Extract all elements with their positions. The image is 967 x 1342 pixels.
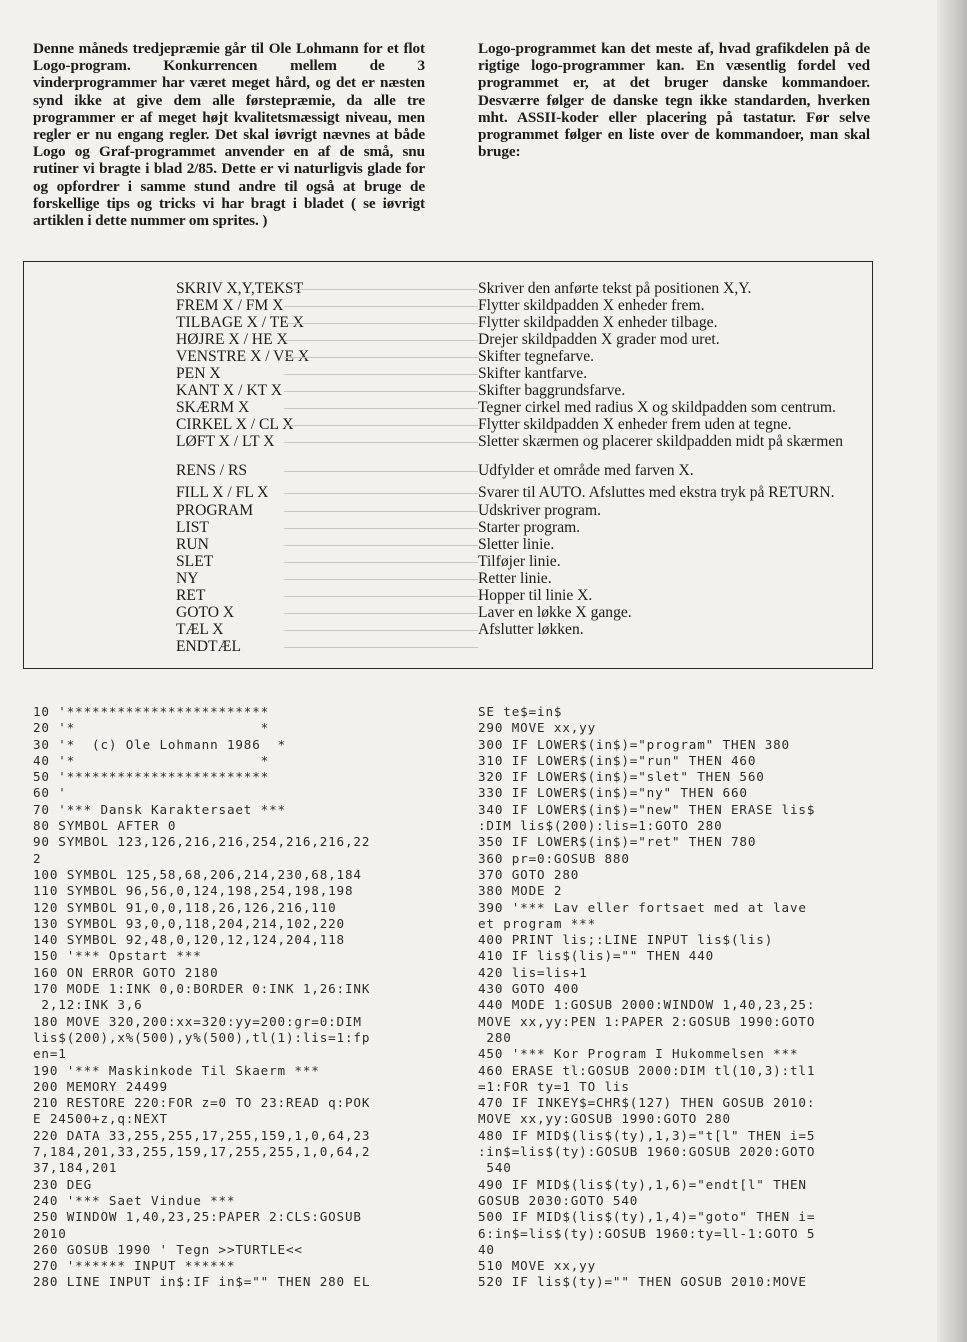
code-listing-left [33,704,370,1291]
command-name: RET [176,587,206,604]
code-line: 380 MODE 2 [478,883,563,899]
leader-line [284,306,478,307]
command-name: VENSTRE X / VE X [176,348,310,365]
code-line: 40 '* * [33,752,270,768]
command-name: FREM X / FM X [176,297,284,314]
code-line: 520 IF lis$(ty)="" THEN GOSUB 2010:MOVE [478,1274,807,1290]
command-description: Svarer til AUTO. Afsluttes med ekstra tryk på RETURN. [478,484,835,501]
command-name: SKÆRM X [176,399,250,416]
page-edge-shadow [937,0,967,1342]
leader-line [284,596,478,597]
code-line: 160 ON ERROR GOTO 2180 [33,964,219,980]
code-line: 400 PRINT lis;:LINE INPUT lis$(lis) [478,932,774,948]
code-line: 10 '************************ [33,704,270,719]
command-description: Hopper til linie X. [478,587,593,604]
command-row [24,433,872,450]
command-row [24,297,872,314]
code-line: 190 '*** Maskinkode Til Skaerm *** [33,1062,320,1078]
leader-line [284,562,478,563]
command-name: TÆL X [176,621,224,638]
leader-line [284,289,478,290]
command-name: TILBAGE X / TE X [176,314,304,331]
code-line: :DIM lis$(200):lis=1:GOTO 280 [478,818,723,834]
code-line: 70 '*** Dansk Karaktersaet *** [33,801,286,817]
code-line: 460 ERASE tl:GOSUB 2000:DIM tl(10,3):tl1 [478,1062,816,1078]
code-line: 180 MOVE 320,200:xx=320:yy=200:gr=0:DIM [33,1013,362,1029]
command-name: HØJRE X / HE X [176,331,288,348]
code-line: et program *** [478,915,597,931]
code-line: 480 IF MID$(lis$(ty),1,3)="t[l" THEN i=5 [478,1127,816,1143]
code-line: 410 IF lis$(lis)="" THEN 440 [478,948,715,964]
command-row [24,587,872,604]
code-line: 2,12:INK 3,6 [33,997,143,1013]
command-name: KANT X / KT X [176,382,282,399]
code-line: 170 MODE 1:INK 0,0:BORDER 0:INK 1,26:INK [33,981,371,997]
code-line: 120 SYMBOL 91,0,0,118,26,126,216,110 [33,899,337,915]
command-name: SKRIV X,Y,TEKST [176,280,304,297]
code-line: 470 IF INKEY$=CHR$(127) THEN GOSUB 2010: [478,1095,816,1111]
command-row [24,462,872,479]
leader-line [284,471,478,472]
leader-line [284,425,478,426]
leader-line [284,579,478,580]
code-line: en=1 [33,1046,67,1062]
command-row [24,416,872,433]
command-description: Starter program. [478,519,581,536]
code-line: 360 pr=0:GOSUB 880 [478,850,630,866]
command-row [24,638,872,655]
command-row [24,519,872,536]
command-description: Tegner cirkel med radius X og skildpadden som centrum. [478,399,836,416]
command-row [24,570,872,587]
command-row [24,382,872,399]
command-name: RUN [176,536,209,553]
code-line: 110 SYMBOL 96,56,0,124,198,254,198,198 [33,883,354,899]
command-description: Tilføjer linie. [478,553,561,570]
leader-line [284,630,478,631]
code-line: 60 ' [33,785,67,801]
command-name: LØFT X / LT X [176,433,275,450]
command-name: FILL X / FL X [176,484,269,501]
command-name: GOTO X [176,604,235,621]
command-description: Sletter skærmen og placerer skildpadden midt på skærmen [478,433,844,450]
leader-line [284,647,478,648]
leader-line [284,408,478,409]
command-description: Flytter skildpadden X enheder frem. [478,297,705,314]
code-line: 260 GOSUB 1990 ' Tegn >>TURTLE<< [33,1241,303,1257]
leader-line [284,511,478,512]
command-description: Laver en løkke X gange. [478,604,632,621]
code-line: 430 GOTO 400 [478,981,580,997]
leader-line [284,340,478,341]
code-line: 290 MOVE xx,yy [478,720,597,736]
code-line: 320 IF LOWER$(in$)="slet" THEN 560 [478,769,765,785]
command-row [24,280,872,297]
code-line: E 24500+z,q:NEXT [33,1111,168,1127]
command-name: ENDTÆL [176,638,241,655]
code-line: 37,184,201 [33,1160,118,1176]
command-row [24,553,872,570]
command-description: Drejer skildpadden X grader mod uret. [478,331,720,348]
command-description: Sletter linie. [478,536,555,553]
code-line: GOSUB 2030:GOTO 540 [478,1192,639,1208]
command-description: Skifter tegnefarve. [478,348,595,365]
code-line: 350 IF LOWER$(in$)="ret" THEN 780 [478,834,757,850]
code-line: 7,184,201,33,255,159,17,255,255,1,0,64,2 [33,1144,371,1160]
intro-paragraph-left: Denne måneds tredjepræmie går til Ole Lohmann for et flot Logo-program. Konkurrencen mellem de 3 vinderprogrammer har været meget hård, og det er næsten synd ikke at give dem alle førstepræmie, da alle tre programmer er af meget højt kvalitetsmæssigt niveau, men regler er nu engang regler. Det skal iøvrigt nævnes at både Logo og Graf-programmet anvender en af de små, snu rutiner vi bragte i blad 2/85. Dette er vi naturligvis glade for og opfordrer i samme stund andre til også at bruge de forskellige tips og tricks vi har bragt i bladet ( se iøvrigt artiklen i dette nummer om sprites. ) [33,40,425,230]
command-description: Flytter skildpadden X enheder tilbage. [478,314,718,331]
code-line: 330 IF LOWER$(in$)="ny" THEN 660 [478,785,748,801]
command-name: RENS / RS [176,462,248,479]
code-line: SE te$=in$ [478,704,563,719]
code-line: MOVE xx,yy:PEN 1:PAPER 2:GOSUB 1990:GOTO [478,1013,816,1029]
code-line: 40 [478,1241,495,1257]
leader-line [284,442,478,443]
command-description: Flytter skildpadden X enheder frem uden at tegne. [478,416,792,433]
code-line: 440 MODE 1:GOSUB 2000:WINDOW 1,40,23,25: [478,997,816,1013]
command-name: PROGRAM [176,502,254,519]
code-line: 390 '*** Lav eller fortsaet med at lave [478,899,807,915]
code-line: 280 LINE INPUT in$:IF in$="" THEN 280 EL [33,1274,371,1290]
command-name: LIST [176,519,209,536]
code-line: 370 GOTO 280 [478,866,580,882]
command-description: Skifter kantfarve. [478,365,588,382]
code-line: lis$(200),x%(500),y%(500),tl(1):lis=1:fp [33,1029,371,1045]
command-name: CIRKEL X / CL X [176,416,294,433]
leader-line [284,493,478,494]
code-line: 20 '* * [33,720,270,736]
code-line: 30 '* (c) Ole Lohmann 1986 * [33,736,286,752]
command-name: NY [176,570,199,587]
leader-line [284,374,478,375]
leader-line [284,357,478,358]
code-line: 490 IF MID$(lis$(ty),1,6)="endt[l" THEN [478,1176,807,1192]
code-line: 150 '*** Opstart *** [33,948,202,964]
command-row [24,621,872,638]
code-line: 220 DATA 33,255,255,17,255,159,1,0,64,23 [33,1127,371,1143]
leader-line [284,528,478,529]
code-line: 500 IF MID$(lis$(ty),1,4)="goto" THEN i= [478,1209,816,1225]
command-description: Udfylder et område med farven X. [478,462,694,479]
code-line: 80 SYMBOL AFTER 0 [33,818,177,834]
code-line: 210 RESTORE 220:FOR z=0 TO 23:READ q:POK [33,1095,371,1111]
command-description: Retter linie. [478,570,552,587]
command-name: PEN X [176,365,221,382]
code-line: 200 MEMORY 24499 [33,1078,168,1094]
code-line: 2010 [33,1225,67,1241]
command-row [24,484,872,501]
command-row [24,314,872,331]
leader-line [284,391,478,392]
command-row [24,604,872,621]
code-line: 540 [478,1160,512,1176]
code-line: 140 SYMBOL 92,48,0,120,12,124,204,118 [33,932,345,948]
code-line: 6:in$=lis$(ty):GOSUB 1960:ty=ll-1:GOTO 5 [478,1225,816,1241]
code-line: 270 '****** INPUT ****** [33,1258,236,1274]
code-line: 250 WINDOW 1,40,23,25:PAPER 2:CLS:GOSUB [33,1209,362,1225]
code-line: 510 MOVE xx,yy [478,1258,597,1274]
code-line: 300 IF LOWER$(in$)="program" THEN 380 [478,736,790,752]
command-description: Afslutter løkken. [478,621,584,638]
code-line: 100 SYMBOL 125,58,68,206,214,230,68,184 [33,866,362,882]
command-row [24,399,872,416]
leader-line [284,545,478,546]
code-line: 130 SYMBOL 93,0,0,118,204,214,102,220 [33,915,345,931]
command-list-box [23,261,873,669]
command-description: Udskriver program. [478,502,601,519]
code-line: MOVE xx,yy:GOSUB 1990:GOTO 280 [478,1111,731,1127]
code-line: 280 [478,1029,512,1045]
command-description: Skriver den anførte tekst på positionen X,Y. [478,280,752,297]
command-description: Skifter baggrundsfarve. [478,382,626,399]
code-line: 2 [33,850,42,866]
code-line: 240 '*** Saet Vindue *** [33,1192,236,1208]
command-row [24,331,872,348]
code-line: 420 lis=lis+1 [478,964,588,980]
code-line: 310 IF LOWER$(in$)="run" THEN 460 [478,752,757,768]
leader-line [284,613,478,614]
intro-paragraph-right: Logo-programmet kan det meste af, hvad grafikdelen på de rigtige logo-programmer kan. En væsentlig fordel ved programmet er, at det bruger danske kommandoer. Desværre følger de danske tegn ikke standarden, hverken mht. ASSII-koder eller placering på tastatur. Før selve programmet følger en liste over de kommandoer, man skal bruge: [478,40,870,161]
code-listing-right [478,704,815,1291]
command-row [24,502,872,519]
command-row [24,365,872,382]
code-line: 50 '************************ [33,769,270,785]
command-name: SLET [176,553,214,570]
code-line: 450 '*** Kor Program I Hukommelsen *** [478,1046,799,1062]
leader-line [284,323,478,324]
command-row [24,536,872,553]
code-line: 90 SYMBOL 123,126,216,216,254,216,216,22 [33,834,371,850]
code-line: 340 IF LOWER$(in$)="new" THEN ERASE lis$ [478,801,816,817]
code-line: :in$=lis$(ty):GOSUB 1960:GOSUB 2020:GOTO [478,1144,816,1160]
code-line: 230 DEG [33,1176,93,1192]
code-line: =1:FOR ty=1 TO lis [478,1078,630,1094]
command-row [24,348,872,365]
